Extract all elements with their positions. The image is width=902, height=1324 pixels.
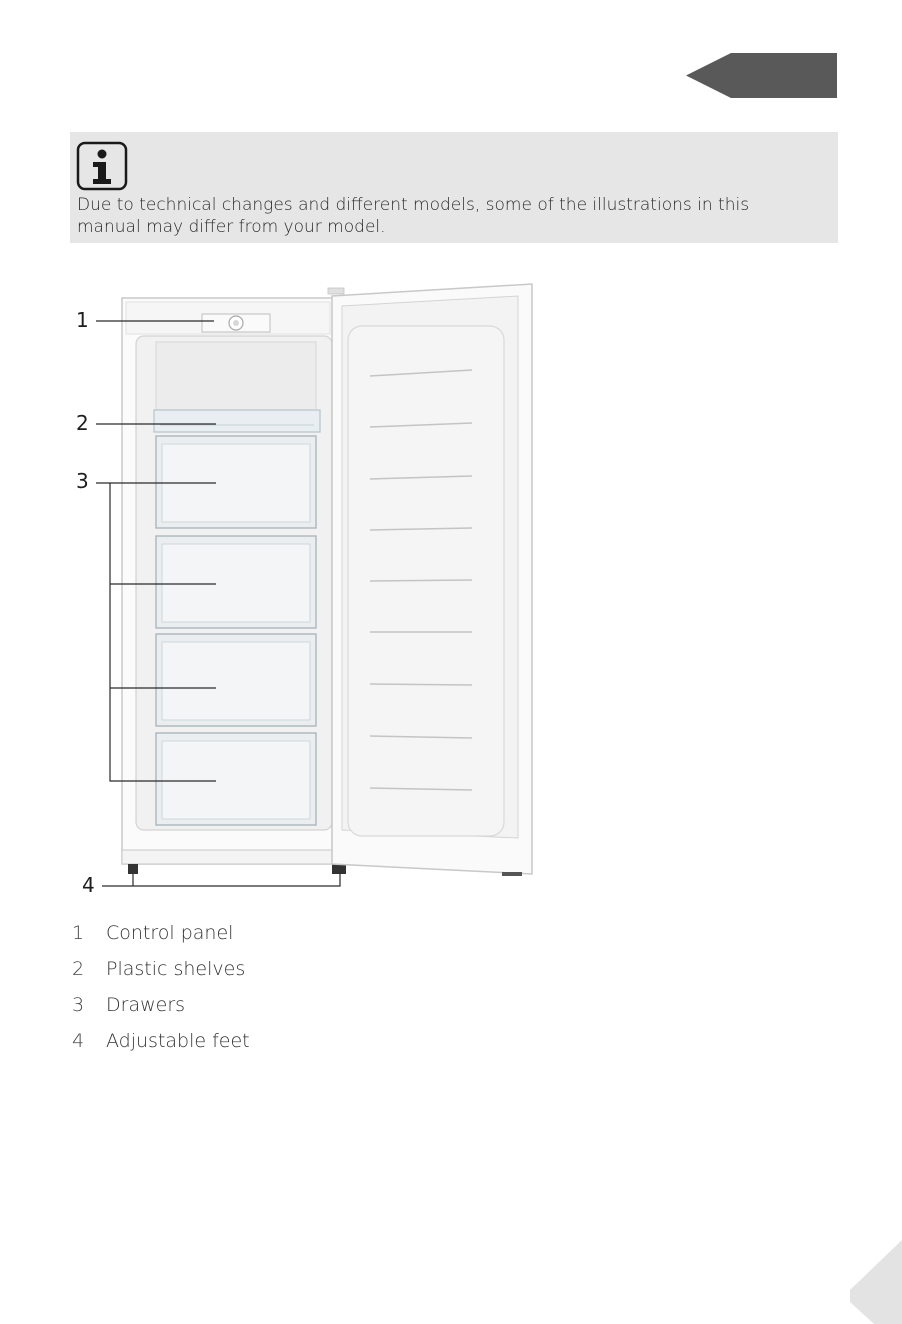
section-tab-marker	[686, 53, 837, 98]
drawer-1	[156, 436, 316, 528]
callout-1: 1	[76, 308, 89, 332]
callout-4: 4	[82, 873, 95, 897]
legend-label: Drawers	[106, 994, 186, 1016]
legend-label: Adjustable feet	[106, 1030, 250, 1052]
page-corner-marker	[846, 1240, 902, 1324]
legend-number: 4	[72, 1030, 85, 1052]
legend-item	[72, 958, 472, 994]
legend-item	[72, 922, 472, 958]
legend-item	[72, 1030, 472, 1066]
legend-label: Control panel	[106, 922, 234, 944]
drawer-3	[156, 634, 316, 726]
legend-label: Plastic shelves	[106, 958, 246, 980]
legend-item	[72, 994, 472, 1030]
callout-3: 3	[76, 469, 89, 493]
legend-number: 2	[72, 958, 85, 980]
freezer-diagram	[70, 278, 550, 898]
drawer-4	[156, 733, 316, 825]
legend-number: 3	[72, 994, 85, 1016]
info-notice	[70, 132, 838, 243]
notice-text: Due to technical changes and different models, some of the illustrations in this manual may differ from your model.	[77, 195, 750, 237]
parts-legend	[72, 922, 472, 1066]
legend-number: 1	[72, 922, 85, 944]
freezer-illustration	[70, 278, 550, 898]
callout-2: 2	[76, 411, 89, 435]
info-icon	[76, 141, 128, 191]
drawer-2	[156, 536, 316, 628]
